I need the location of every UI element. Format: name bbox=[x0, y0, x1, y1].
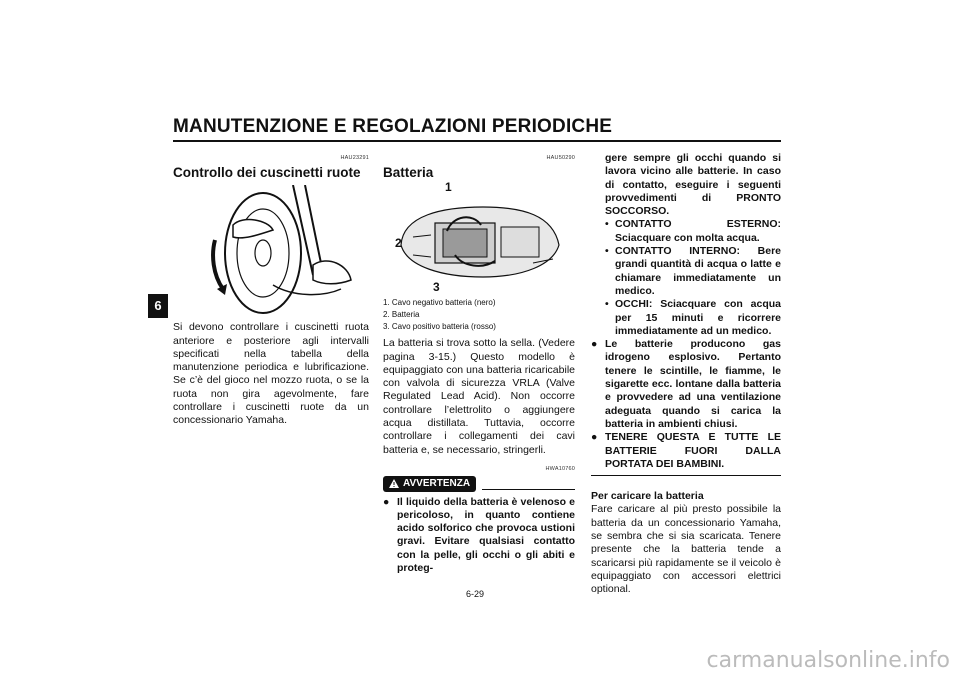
bullet-icon: ● bbox=[591, 338, 598, 351]
battery-figure bbox=[383, 180, 575, 297]
section-heading: Batteria bbox=[383, 165, 434, 181]
warning-bullet: ● TENERE QUESTA E TUTTE LE BATTERIE FUORI DALLA PORTATA DEI BAMBINI. bbox=[591, 431, 781, 470]
warning-continuation: gere sempre gli occhi quando si lavora vicino alle batterie. In caso di contatto, eseguire i seguenti provvedimenti di PRONTO SOCCORSO. bbox=[605, 152, 781, 218]
figure-caption-3: 3. Cavo positivo batteria (rosso) bbox=[383, 322, 496, 332]
figure-caption-1: 1. Cavo negativo batteria (nero) bbox=[383, 298, 496, 308]
callout-3: 3 bbox=[433, 280, 440, 295]
page-title: MANUTENZIONE E REGOLAZIONI PERIODICHE bbox=[173, 116, 613, 137]
body-text: Fare caricare al più presto possibile la batteria da un concessionario Yamaha, se sembra che si sia scaricata. Tenere presente che la batteria tende a scaricarsi più rapidamente se il veicolo è equipaggiato con accessori elettrici optional. bbox=[591, 503, 781, 596]
section-code: HAU50290 bbox=[546, 155, 575, 161]
body-text: La batteria si trova sotto la sella. (Vedere pagina 3-15.) Questo modello è equipaggiato con una batteria ricaricabile con valvola di sicurezza VRLA (Valve Regulated Lead Acid). Non occorre controllare l’elettrolito o aggiungere acqua distillata. Tuttavia, occorre controllare i collegamenti dei cavi batteria e, se necessario, stringerli. bbox=[383, 337, 575, 456]
figure-caption-2: 2. Batteria bbox=[383, 310, 420, 320]
page-number: 6-29 bbox=[466, 589, 485, 599]
warning-header bbox=[383, 476, 575, 491]
first-aid-item: • OCCHI: Sciacquare con acqua per 15 minuti e ricorrere immediatamente ad un medico. bbox=[605, 298, 781, 337]
bullet-icon: ● bbox=[383, 495, 390, 508]
chapter-tab: 6 bbox=[148, 294, 168, 318]
section-heading: Controllo dei cuscinetti ruote bbox=[173, 165, 361, 181]
column-2 bbox=[383, 152, 575, 575]
watermark: carmanualsonline.info bbox=[706, 648, 950, 673]
callout-2: 2 bbox=[395, 236, 402, 251]
body-text: Si devono controllare i cuscinetti ruota anteriore e posteriore agli intervalli specificati nella tabella della manutenzione periodica e lubrificazione. Se c’è del gioco nel mozzo ruota, o se la ruota non gira agevolmente, fare controllare i cuscinetti ruote da un concessionario Yamaha. bbox=[173, 321, 369, 427]
warning-label: AVVERTENZA bbox=[403, 478, 471, 490]
warning-rule bbox=[482, 477, 575, 490]
warning-badge bbox=[383, 476, 476, 491]
column-3 bbox=[591, 152, 781, 597]
warning-end-rule bbox=[591, 475, 781, 476]
first-aid-item: • CONTATTO ESTERNO: Sciacquare con molta acqua. bbox=[605, 218, 781, 244]
battery-illustration bbox=[383, 185, 575, 297]
warning-triangle-icon bbox=[389, 479, 399, 488]
first-aid-item: • CONTATTO INTERNO: Bere grandi quantità di acqua o latte e chiamare immediatamente un medico. bbox=[605, 245, 781, 297]
wheel-bearing-illustration bbox=[173, 185, 369, 315]
section-code: HAU23291 bbox=[340, 155, 369, 161]
column-1 bbox=[173, 152, 369, 428]
subheading: Per caricare la batteria bbox=[591, 490, 704, 503]
warning-bullet: ● Il liquido della batteria è velenoso e pericoloso, in quanto contiene acido solforico che provoca ustioni gravi. Evitare qualsiasi contatto con la pelle, gli occhi o gli abiti e proteg- bbox=[383, 495, 575, 575]
title-rule bbox=[173, 140, 781, 142]
warning-bullet: ● Le batterie producono gas idrogeno esplosivo. Pertanto tenere le scintille, le fiamme, le sigarette ecc. lontane dalla batteria e provvedere ad una ventilazione adeguata quando si carica la batteria in ambienti chiusi. bbox=[591, 338, 781, 430]
callout-1: 1 bbox=[445, 180, 452, 195]
warning-code: HWA10760 bbox=[545, 465, 575, 472]
bullet-icon: ● bbox=[591, 431, 598, 444]
